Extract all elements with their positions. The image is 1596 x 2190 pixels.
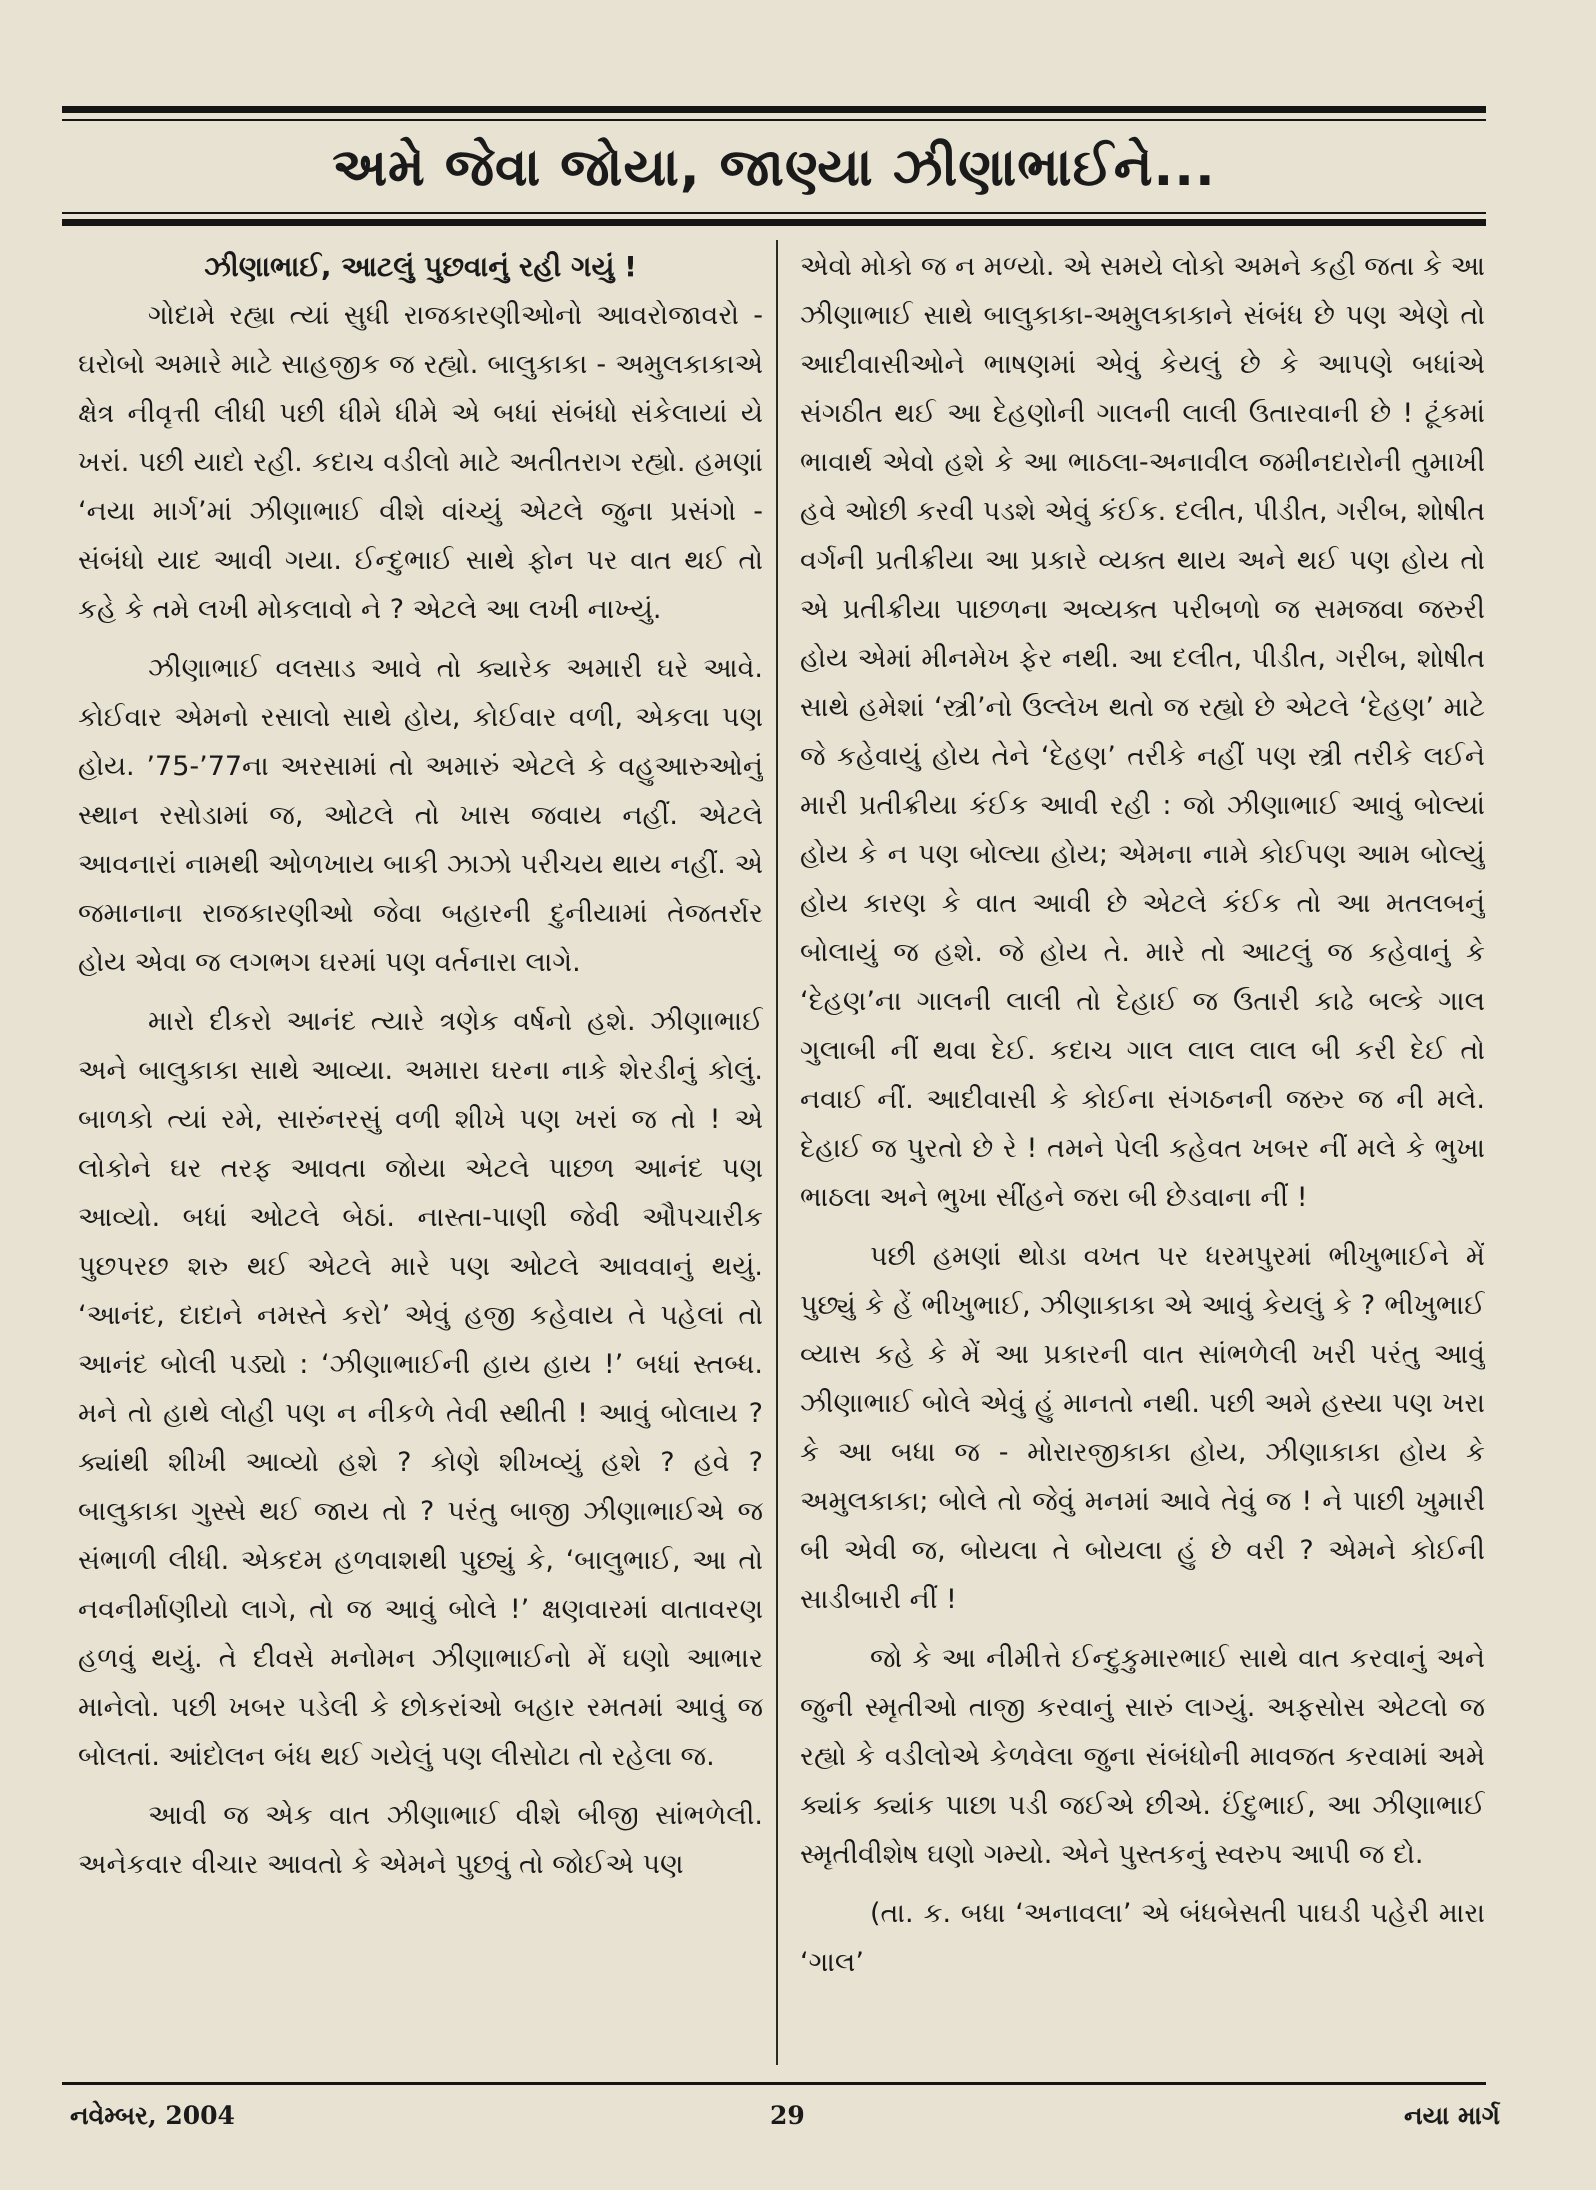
paragraph: પછી હમણાં થોડા વખત પર ધરમપુરમાં ભીખુભાઈને મેં પુછ્યું કે હેં ભીખુભાઈ, ઝીણાકાકા એ આવું કેયલું કે ? ભીખુભાઈ વ્યાસ કહે કે મેં આ પ્રકારની વાત સાંભળેલી ખરી પરંતુ આવું ઝીણાભાઈ બોલે એવું હું માનતો નથી. પછી અમે હસ્યા પણ ખરા કે આ બધા જ - મોરારજીકાકા હોય, ઝીણાકાકા હોય કે અમુલકાકા; બોલે તો જેવું મનમાં આવે તેવું જ ! ને પાછી ખુમારી બી એવી જ, બોયલા તે બોયલા હું છે વરી ? એમને કોઈની સાડીબારી નીં ! [800,1241,1485,1615]
section-heading: ઝીણાભાઈ, આટલું પુછવાનું રહી ગયું ! [204,250,637,283]
footer-date: નવેમ્બર, 2004 [70,2101,235,2130]
paragraph: (તા. ક. બધા ‘અનાવલા’ એ બંધબેસતી પાઘડી પહેરી મારા ‘ગાલ’ [800,1898,1485,1978]
paragraph: ગોદામે રહ્યા ત્યાં સુધી રાજકારણીઓનો આવરોજાવરો - ઘરોબો અમારે માટે સાહજીક જ રહ્યો. બાલુકાકા - અમુલકાકાએ ક્ષેત્ર નીવૃત્તી લીધી પછી ધીમે ધીમે એ બધાં સંબંધો સંકેલાયાં યે ખરાં. પછી યાદો રહી. કદાચ વડીલો માટે અતીતરાગ રહ્યો. હમણાં ‘નયા માર્ગ’માં ઝીણાભાઈ વીશે વાંચ્યું એટલે જુના પ્રસંગો - સંબંધો યાદ આવી ગયા. ઈન્દુભાઈ સાથે ફોન પર વાત થઈ તો કહે કે તમે લખી મોકલાવો ને ? એટલે આ લખી નાખ્યું. [78,300,763,625]
publication-name: નયા માર્ગ [1404,2101,1500,2130]
column-divider [776,240,778,2065]
title-rule-thick [62,219,1486,226]
paragraph: આવી જ એક વાત ઝીણાભાઈ વીશે બીજી સાંભળેલી. અનેકવાર વીચાર આવતો કે એમને પુછવું તો જોઈએ પણ [78,1800,763,1880]
left-column [78,242,763,2067]
right-column [800,242,1485,2067]
paragraph: ઝીણાભાઈ વલસાડ આવે તો ક્યારેક અમારી ઘરે આવે. કોઈવાર એમનો રસાલો સાથે હોય, કોઈવાર વળી, એકલા પણ હોય. ’75-’77ના અરસામાં તો અમારું એટલે કે વહુઆરુઓનું સ્થાન રસોડામાં જ, ઓટલે તો ખાસ જવાય નહીં. એટલે આવનારાં નામથી ઓળખાય બાકી ઝાઝો પરીચય થાય નહીં. એ જમાનાના રાજકારણીઓ જેવા બહારની દુનીયામાં તેજતર્રાર હોય એવા જ લગભગ ઘરમાં પણ વર્તનારા લાગે. [78,653,763,978]
paragraph: મારો દીકરો આનંદ ત્યારે ત્રણેક વર્ષનો હશે. ઝીણાભાઈ અને બાલુકાકા સાથે આવ્યા. અમારા ઘરના નાકે શેરડીનું કોલું. બાળકો ત્યાં રમે, સારુંનરસું વળી શીખે પણ ખરાં જ તો ! એ લોકોને ઘર તરફ આવતા જોયા એટલે પાછળ આનંદ પણ આવ્યો. બધાં ઓટલે બેઠાં. નાસ્તા-પાણી જેવી ઔપચારીક પુછપરછ શરુ થઈ એટલે મારે પણ ઓટલે આવવાનું થયું. ‘આનંદ, દાદાને નમસ્તે કરો’ એવું હજી કહેવાય તે પહેલાં તો આનંદ બોલી પડ્યો : ‘ઝીણાભાઈની હાય હાય !’ બધાં સ્તબ્ધ. મને તો હાથે લોહી પણ ન નીકળે તેવી સ્થીતી ! આવું બોલાય ? ક્યાંથી શીખી આવ્યો હશે ? કોણે શીખવ્યું હશે ? હવે ? બાલુકાકા ગુસ્સે થઈ જાય તો ? પરંતુ બાજી ઝીણાભાઈએ જ સંભાળી લીધી. એકદમ હળવાશથી પુછ્યું કે, ‘બાલુભાઈ, આ તો નવનીર્માણીયો લાગે, તો જ આવું બોલે !’ ક્ષણવારમાં વાતાવરણ હળવું થયું. તે દીવસે મનોમન ઝીણાભાઈનો મેં ઘણો આભાર માનેલો. પછી ખબર પડેલી કે છોકરાંઓ બહાર રમતમાં આવું જ બોલતાં. આંદોલન બંધ થઈ ગયેલું પણ લીસોટા તો રહેલા જ. [78,1006,763,1772]
paragraph: એવો મોકો જ ન મળ્યો. એ સમયે લોકો અમને કહી જતા કે આ ઝીણાભાઈ સાથે બાલુકાકા-અમુલકાકાને સંબંધ છે પણ એણે તો આદીવાસીઓને ભાષણમાં એવું કેયલું છે કે આપણે બધાંએ સંગઠીત થઈ આ દેહણોની ગાલની લાલી ઉતારવાની છે ! ટૂંકમાં ભાવાર્થ એવો હશે કે આ ભાઠલા-અનાવીલ જમીનદારોની તુમાખી હવે ઓછી કરવી પડશે એવું કંઈક. દલીત, પીડીત, ગરીબ, શોષીત વર્ગની પ્રતીક્રીયા આ પ્રકારે વ્યક્ત થાય અને થઈ પણ હોય તો એ પ્રતીક્રીયા પાછળના અવ્યક્ત પરીબળો જ સમજવા જરુરી હોય એમાં મીનમેખ ફેર નથી. આ દલીત, પીડીત, ગરીબ, શોષીત સાથે હમેશાં ‘સ્ત્રી’નો ઉલ્લેખ થતો જ રહ્યો છે એટલે ‘દેહણ’ માટે જે કહેવાયું હોય તેને ‘દેહણ’ તરીકે નહીં પણ સ્ત્રી તરીકે લઈને મારી પ્રતીક્રીયા કંઈક આવી રહી : જો ઝીણાભાઈ આવું બોલ્યાં હોય કે ન પણ બોલ્યા હોય; એમના નામે કોઈપણ આમ બોલ્યું હોય કારણ કે વાત આવી છે એટલે કંઈક તો આ મતલબનું બોલાયું જ હશે. જે હોય તે. મારે તો આટલું જ કહેવાનું કે ‘દેહણ’ના ગાલની લાલી તો દેહાઈ જ ઉતારી કાઢે બલ્કે ગાલ ગુલાબી નીં થવા દેઈ. કદાચ ગાલ લાલ લાલ બી કરી દેઈ તો નવાઈ નીં. આદીવાસી કે કોઈના સંગઠનની જરુર જ ની મલે. દેહાઈ જ પુરતો છે રે ! તમને પેલી કહેવત ખબર નીં મલે કે ભુખા ભાઠલા અને ભુખા સીંહને જરા બી છેડવાના નીં ! [800,251,1485,1213]
title-rule-thin [62,212,1486,214]
top-rule-thick [62,106,1486,113]
article-title: અમે જેવા જોયા, જાણ્યા ઝીણાભાઈને... [332,138,1216,198]
top-rule-thin [62,119,1486,121]
footer-rule [62,2082,1486,2085]
page-number: 29 [770,2101,805,2130]
paragraph: જો કે આ નીમીત્તે ઈન્દુકુમારભાઈ સાથે વાત કરવાનું અને જુની સ્મૃતીઓ તાજી કરવાનું સારું લાગ્યું. અફસોસ એટલો જ રહ્યો કે વડીલોએ કેળવેલા જુના સંબંધોની માવજત કરવામાં અમે ક્યાંક ક્યાંક પાછા પડી જઈએ છીએ. ઈંદુભાઈ, આ ઝીણાભાઈ સ્મૃતીવીશેષ ઘણો ગમ્યો. એને પુસ્તકનું સ્વરુપ આપી જ દો. [800,1643,1485,1870]
